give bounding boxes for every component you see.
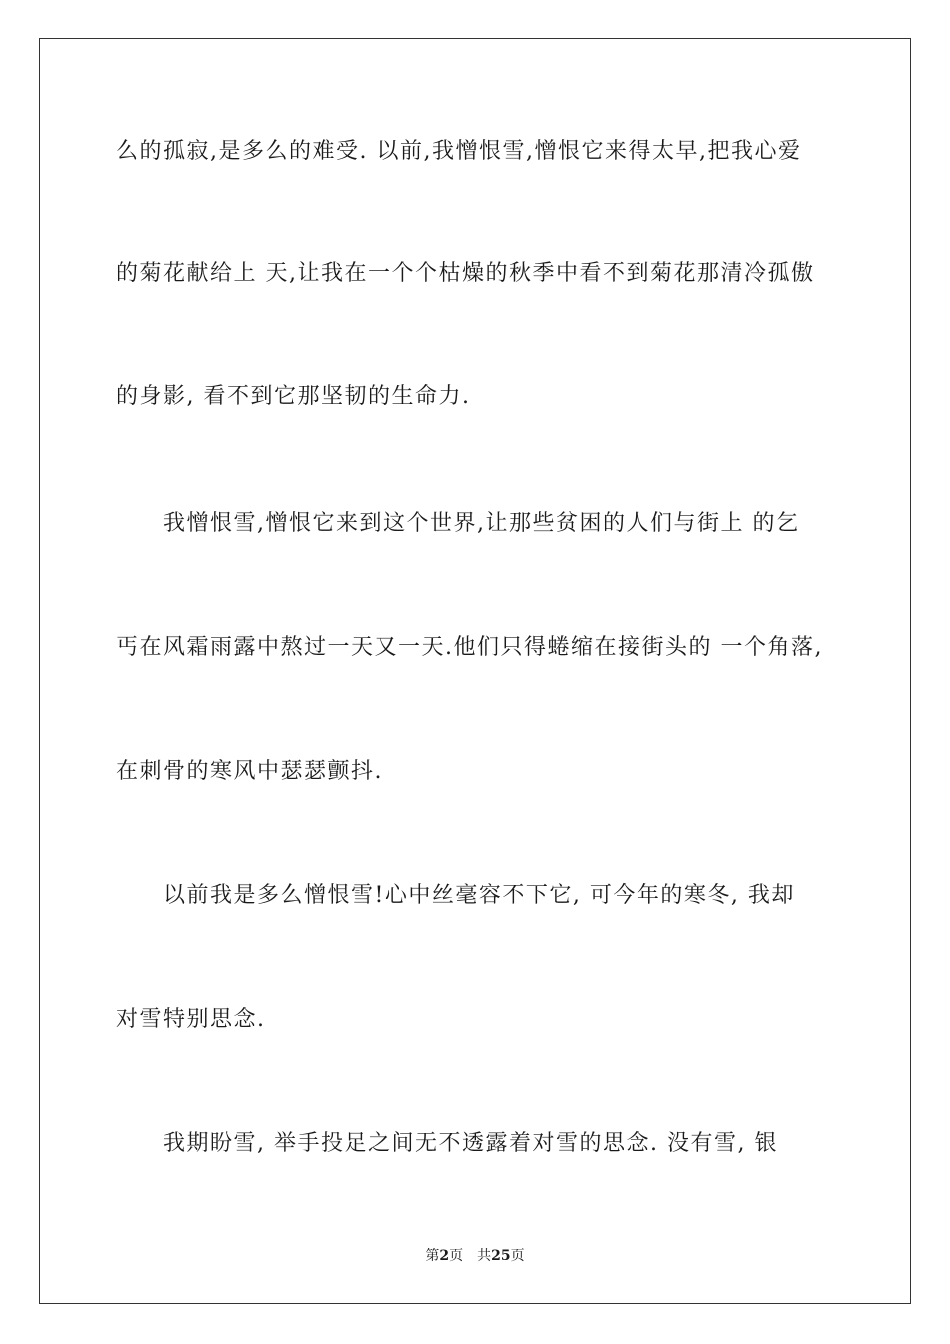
- total-suffix: 页: [510, 1248, 525, 1264]
- page-footer: [0, 1247, 950, 1265]
- text-line: 的菊花献给上 天,让我在一个个枯燥的秋季中看不到菊花那清冷孤傲: [116, 261, 815, 286]
- text-line: 我期盼雪, 举手投足之间无不透露着对雪的思念. 没有雪, 银: [116, 1131, 778, 1156]
- text-line: 么的孤寂,是多么的难受. 以前,我憎恨雪,憎恨它来得太早,把我心爱: [116, 139, 802, 164]
- page-suffix: 页: [449, 1248, 464, 1264]
- page-number: 2: [439, 1248, 450, 1264]
- total-prefix: 共: [477, 1248, 492, 1264]
- total-pages: 25: [491, 1248, 511, 1264]
- text-line: 的身影, 看不到它那坚韧的生命力.: [116, 384, 471, 409]
- page-prefix: 第: [425, 1248, 440, 1264]
- text-line: 在刺骨的寒风中瑟瑟颤抖.: [116, 759, 383, 784]
- page-border: [39, 38, 911, 1304]
- text-line: 以前我是多么憎恨雪!心中丝毫容不下它, 可今年的寒冬, 我却: [116, 883, 795, 908]
- text-line: 对雪特别思念.: [116, 1007, 266, 1032]
- text-line: 丐在风霜雨露中熬过一天又一天.他们只得蜷缩在接街头的 一个角落,: [116, 635, 823, 660]
- text-line: 我憎恨雪,憎恨它来到这个世界,让那些贫困的人们与街上 的乞: [116, 511, 800, 536]
